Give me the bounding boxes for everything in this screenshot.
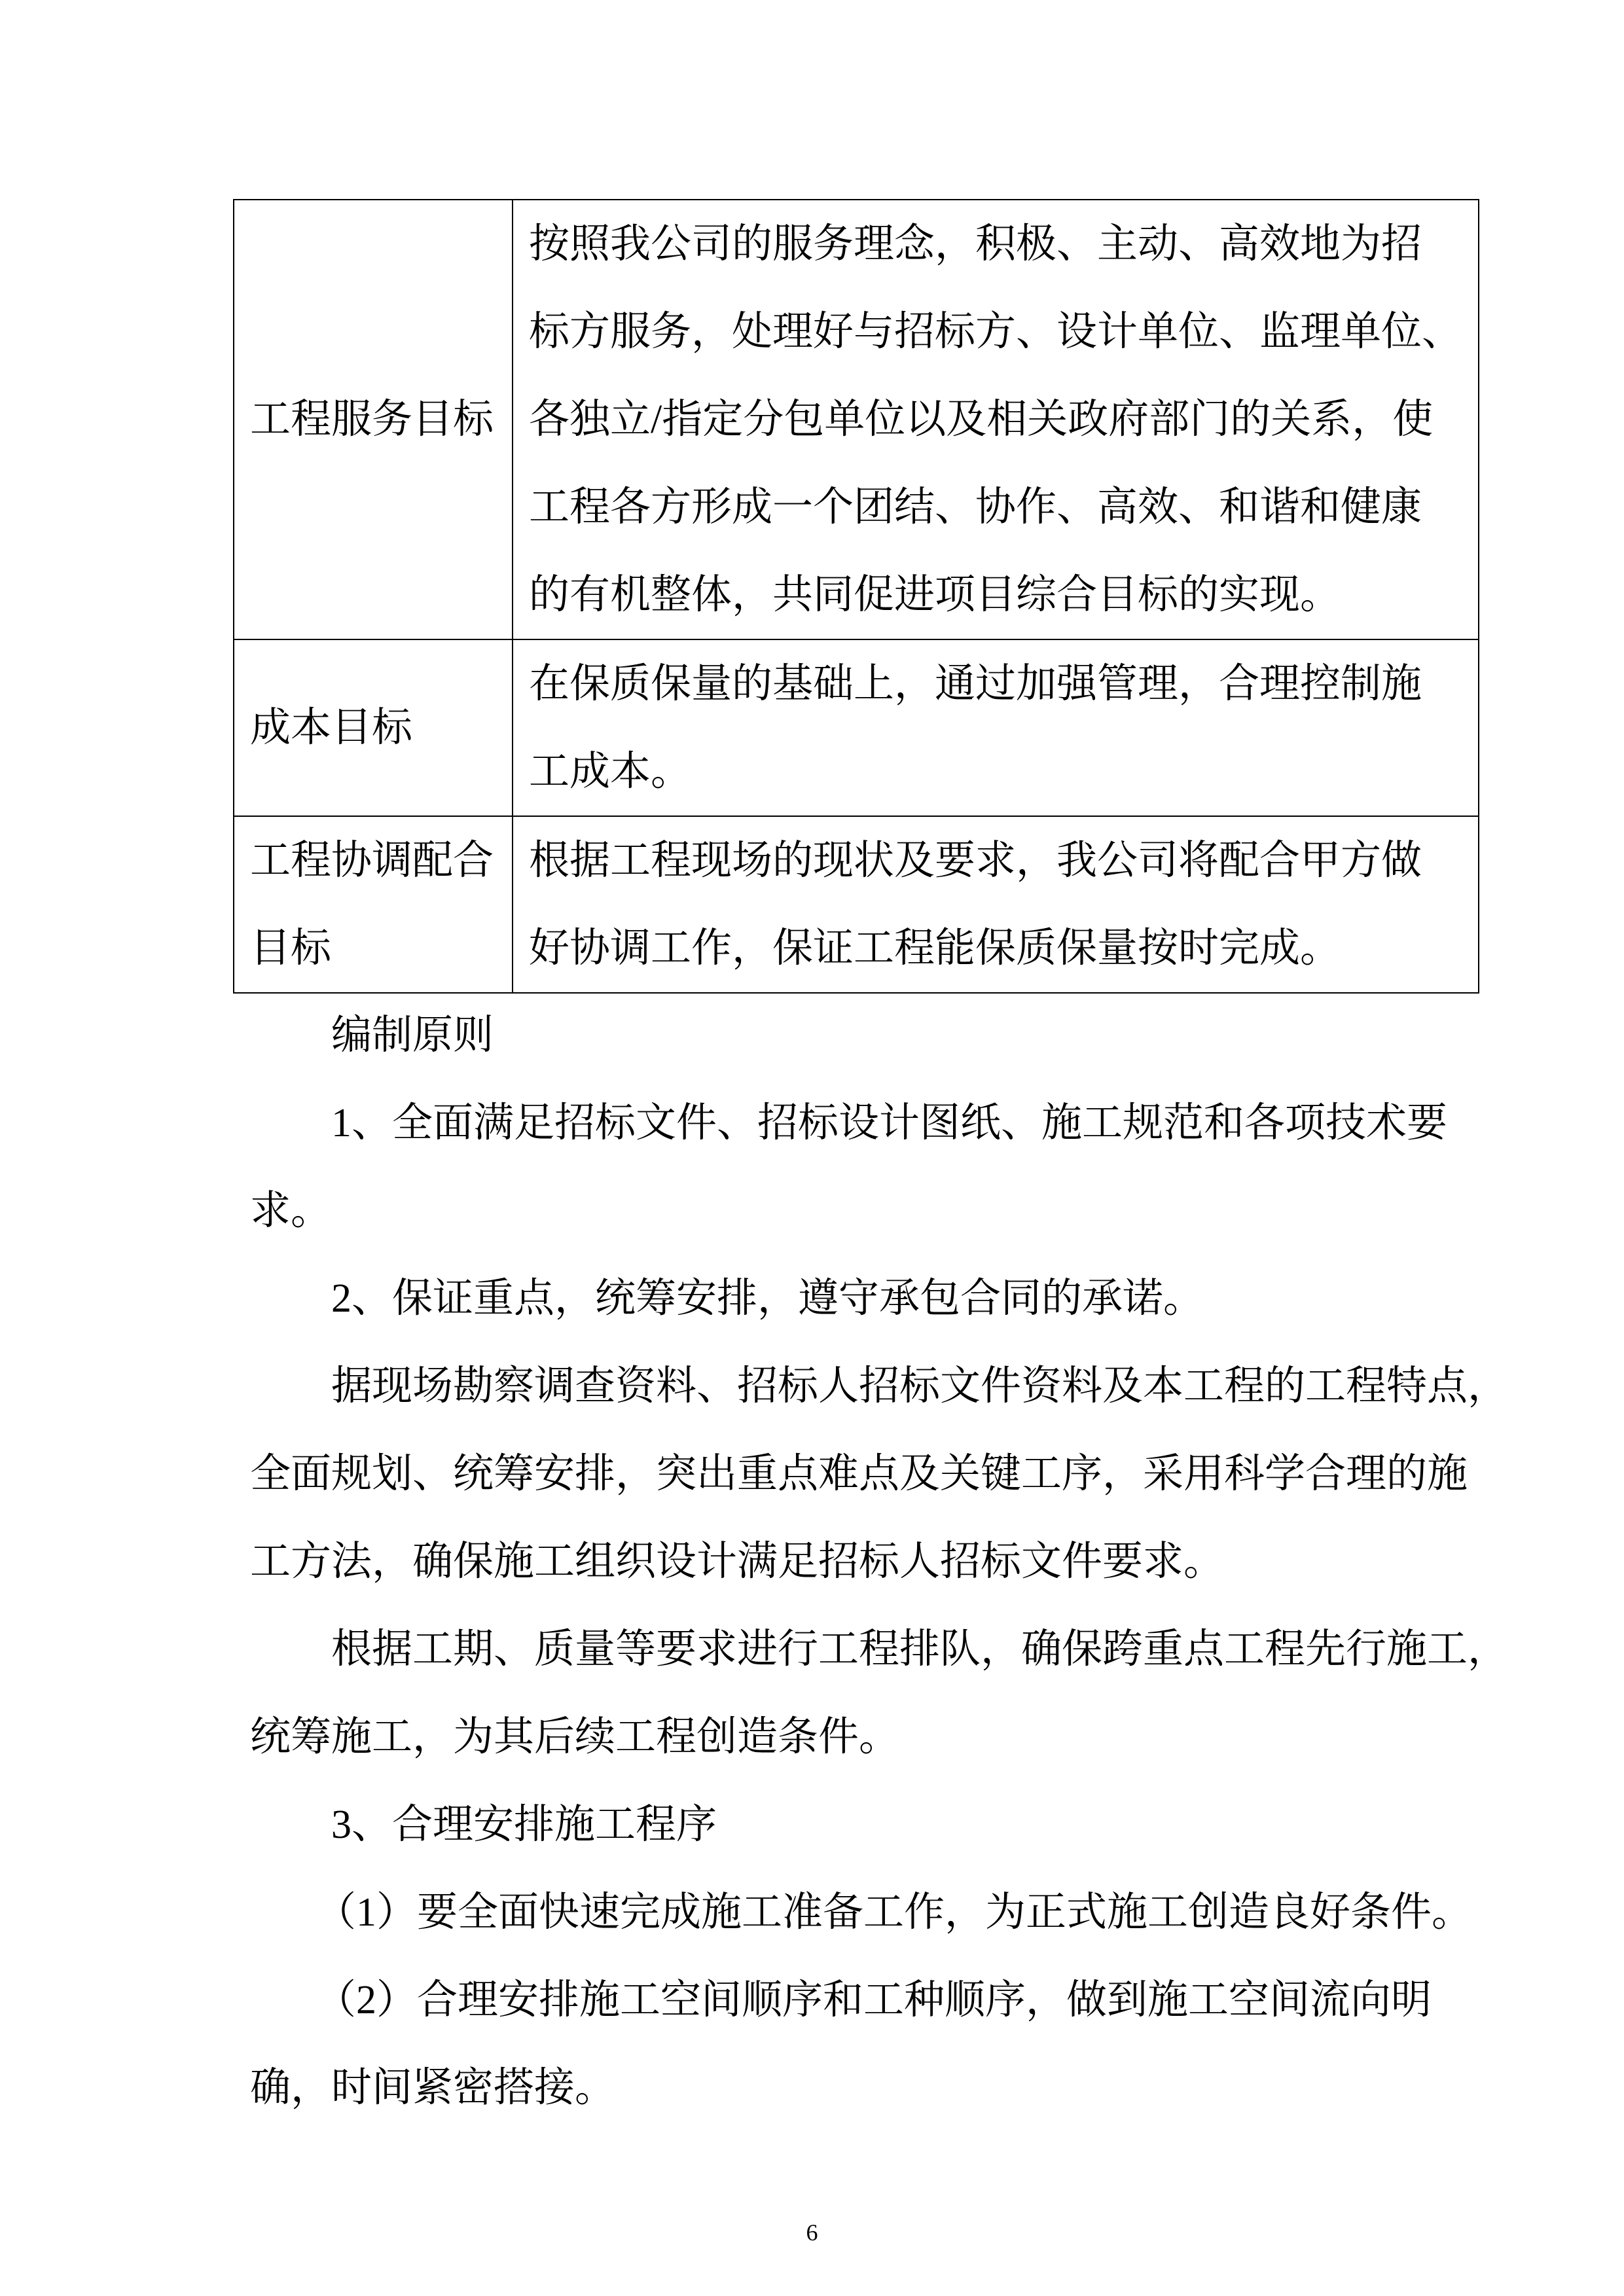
table-row [234, 816, 1479, 993]
paragraph-line: 全面规划、统筹安排，突出重点难点及关键工序，采用科学合理的施 [250, 1452, 1468, 1496]
content-line: 好协调工作，保证工程能保质保量按时完成。 [529, 926, 1341, 971]
paragraph-line: 1、全面满足招标文件、招标设计图纸、施工规范和各项技术要 [331, 1101, 1448, 1145]
paragraph-line: 3、合理安排施工程序 [331, 1803, 717, 1847]
paragraph-line: 据现场勘察调查资料、招标人招标文件资料及本工程的工程特点， [331, 1364, 1509, 1408]
row-label [234, 816, 513, 993]
paragraph-line: 统筹施工，为其后续工程创造条件。 [250, 1715, 900, 1759]
content-line: 根据工程现场的现状及要求，我公司将配合甲方做 [529, 838, 1422, 883]
content-line: 各独立/指定分包单位以及相关政府部门的关系，使 [529, 397, 1434, 442]
content-line: 工程各方形成一个团结、协作、高效、和谐和健康 [529, 485, 1422, 529]
table-row [234, 200, 1479, 639]
row-label [234, 639, 513, 816]
body-text [250, 992, 1509, 2132]
page-number: 6 [806, 2219, 818, 2246]
label-line: 工程协调配合 [250, 838, 494, 883]
content-line: 工成本。 [529, 749, 692, 794]
row-content [513, 639, 1479, 816]
label-line: 目标 [250, 926, 332, 971]
label-line: 成本目标 [250, 706, 413, 750]
content-line: 按照我公司的服务理念，积极、主动、高效地为招 [529, 222, 1422, 266]
section-heading: 编制原则 [331, 1013, 494, 1058]
paragraph-line: 确，时间紧密搭接。 [250, 2066, 616, 2110]
paragraph-line: （1）要全面快速完成施工准备工作，为正式施工创造良好条件。 [316, 1890, 1473, 1935]
paragraph-line: 求。 [250, 1189, 332, 1233]
paragraph-line: 工方法，确保施工组织设计满足招标人招标文件要求。 [250, 1539, 1225, 1584]
paragraph-line: （2）合理安排施工空间顺序和工种顺序，做到施工空间流向明 [316, 1978, 1432, 2022]
row-label [234, 200, 513, 639]
label-line: 工程服务目标 [250, 397, 494, 442]
paragraph-line: 根据工期、质量等要求进行工程排队，确保跨重点工程先行施工， [331, 1627, 1509, 1672]
content-line: 标方服务，处理好与招标方、设计单位、监理单位、 [529, 310, 1463, 354]
paragraph-line: 2、保证重点，统筹安排，遵守承包合同的承诺。 [331, 1276, 1204, 1321]
content-line: 的有机整体，共同促进项目综合目标的实现。 [529, 573, 1341, 617]
row-content [513, 200, 1479, 639]
objectives-table [233, 199, 1479, 994]
content-line: 在保质保量的基础上，通过加强管理，合理控制施 [529, 662, 1422, 706]
row-content [513, 816, 1479, 993]
table-row [234, 639, 1479, 816]
